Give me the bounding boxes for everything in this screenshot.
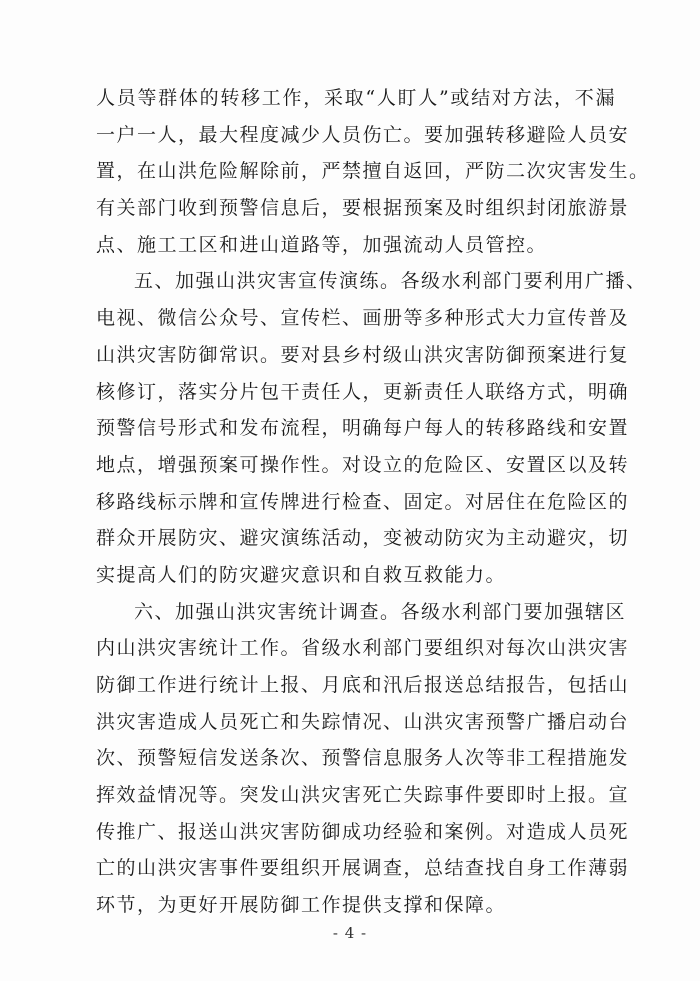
document-body [96,80,650,924]
text-line: 传推广、报送山洪灾害防御成功经验和案例。对造成人员死 [96,820,630,843]
text-line: 移路线标示牌和宣传牌进行检查、固定。对居住在危险区的 [96,490,630,513]
text-line: 洪灾害造成人员死亡和失踪情况、山洪灾害预警广播启动台 [96,710,630,733]
text-line: 预警信号形式和发布流程，明确每户每人的转移路线和安置 [96,417,630,440]
text-line: 有关部门收到预警信息后，要根据预案及时组织封闭旅游景 [96,197,630,220]
section-heading-line: 五、加强山洪灾害宣传演练。各级水利部门要利用广播、 [134,270,647,293]
text-line: 防御工作进行统计上报、月底和汛后报送总结报告，包括山 [96,674,630,696]
text-line: 电视、微信公众号、宣传栏、画册等多种形式大力宣传普及 [96,307,630,330]
section-heading-line: 六、加强山洪灾害统计调查。各级水利部门要加强辖区 [134,600,627,623]
text-line: 挥效益情况等。突发山洪灾害死亡失踪事件要即时上报。宣 [96,784,630,807]
text-line: 实提高人们的防灾避灾意识和自救互救能力。 [96,563,507,586]
text-line: 环节，为更好开展防御工作提供支撑和保障。 [96,894,507,917]
text-line: 人员等群体的转移工作，采取“人盯人”或结对方法，不漏 [96,87,616,109]
text-line: 核修订，落实分片包干责任人，更新责任人联络方式，明确 [96,380,630,403]
text-line: 点、施工工区和进山道路等，加强流动人员管控。 [96,233,548,256]
text-line: 一户一人，最大程度减少人员伤亡。要加强转移避险人员安 [96,123,630,146]
text-line: 内山洪灾害统计工作。省级水利部门要组织对每次山洪灾害 [96,637,630,660]
text-line: 群众开展防灾、避灾演练活动，变被动防灾为主动避灾，切 [96,527,630,550]
text-line: 地点，增强预案可操作性。对设立的危险区、安置区以及转 [96,453,630,476]
text-line: 置，在山洪危险解除前，严禁擅自返回，严防二次灾害发生。 [96,160,650,183]
page-number: - 4 - [332,924,368,942]
text-line: 次、预警短信发送条次、预警信息服务人次等非工程措施发 [96,747,630,770]
text-line: 山洪灾害防御常识。要对县乡村级山洪灾害防御预案进行复 [96,343,630,366]
text-line: 亡的山洪灾害事件要组织开展调查，总结查找自身工作薄弱 [96,857,630,880]
